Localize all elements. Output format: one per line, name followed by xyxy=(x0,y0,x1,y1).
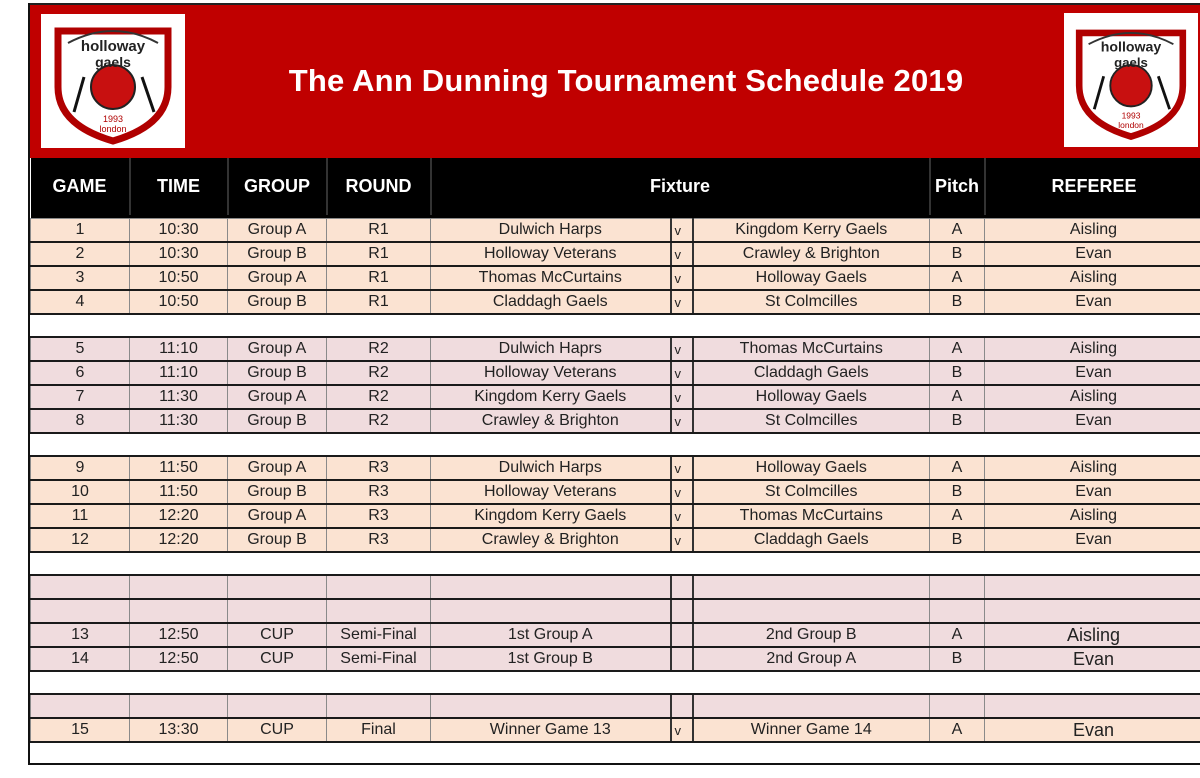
club-logo-left xyxy=(41,14,185,148)
cell-referee: Aisling xyxy=(985,456,1200,480)
empty-cell xyxy=(431,599,671,623)
cell-away: Holloway Gaels xyxy=(693,456,930,480)
cell-game: 1 xyxy=(31,219,130,243)
empty-cell xyxy=(228,599,327,623)
table-row xyxy=(31,409,1200,433)
club-logo-right xyxy=(1064,13,1198,147)
cell-referee: Aisling xyxy=(985,219,1200,243)
cell-v: v xyxy=(671,290,693,314)
header-referee: REFEREE xyxy=(985,158,1200,215)
empty-cell xyxy=(31,599,130,623)
header-row xyxy=(31,158,1200,215)
table-row xyxy=(31,456,1200,480)
cell-home: Crawley & Brighton xyxy=(431,528,671,552)
svg-text:london: london xyxy=(99,124,127,134)
empty-cell xyxy=(431,694,671,718)
cell-time: 11:30 xyxy=(130,409,228,433)
cell-referee: Aisling xyxy=(985,266,1200,290)
empty-cell xyxy=(985,694,1200,718)
cell-group: Group B xyxy=(228,480,327,504)
spacer-row xyxy=(31,552,1200,575)
cell-pitch: A xyxy=(930,718,985,742)
cell-home: Dulwich Haprs xyxy=(431,337,671,361)
table-row xyxy=(31,290,1200,314)
svg-text:london: london xyxy=(1118,120,1144,131)
cell-pitch: A xyxy=(930,623,985,647)
empty-cell xyxy=(930,599,985,623)
cell-round: R2 xyxy=(327,409,431,433)
cell-time: 13:30 xyxy=(130,718,228,742)
cell-time: 11:30 xyxy=(130,385,228,409)
cell-home: Kingdom Kerry Gaels xyxy=(431,385,671,409)
cell-v: v xyxy=(671,718,693,742)
cell-away: Thomas McCurtains xyxy=(693,337,930,361)
cell-referee: Evan xyxy=(985,528,1200,552)
cell-round: R3 xyxy=(327,480,431,504)
cell-pitch: B xyxy=(930,242,985,266)
spacer-row xyxy=(31,314,1200,337)
cell-away: 2nd Group B xyxy=(693,623,930,647)
cell-referee: Aisling xyxy=(985,504,1200,528)
cell-round: R1 xyxy=(327,266,431,290)
cell-game: 10 xyxy=(31,480,130,504)
cell-home: 1st Group A xyxy=(431,623,671,647)
spacer-row xyxy=(31,433,1200,456)
spacer-cell xyxy=(31,433,1200,456)
cell-time: 11:10 xyxy=(130,337,228,361)
header-round: ROUND xyxy=(327,158,431,215)
table-row xyxy=(31,718,1200,742)
empty-cell xyxy=(671,599,693,623)
cell-round: R3 xyxy=(327,456,431,480)
cell-v xyxy=(671,647,693,671)
cell-time: 12:50 xyxy=(130,647,228,671)
cell-round: R1 xyxy=(327,219,431,243)
empty-cell xyxy=(693,599,930,623)
empty-row xyxy=(31,694,1200,718)
empty-cell xyxy=(327,599,431,623)
header-game: GAME xyxy=(31,158,130,215)
cell-group: Group B xyxy=(228,361,327,385)
table-row xyxy=(31,242,1200,266)
cell-time: 12:20 xyxy=(130,504,228,528)
empty-cell xyxy=(31,575,130,599)
cell-v: v xyxy=(671,528,693,552)
cell-v: v xyxy=(671,266,693,290)
cell-game: 13 xyxy=(31,623,130,647)
cell-pitch: A xyxy=(930,337,985,361)
table-row xyxy=(31,337,1200,361)
cell-group: Group A xyxy=(228,337,327,361)
cell-v: v xyxy=(671,337,693,361)
cell-round: R2 xyxy=(327,361,431,385)
spacer-cell xyxy=(31,314,1200,337)
cell-group: Group B xyxy=(228,242,327,266)
schedule-sheet xyxy=(28,3,1200,765)
empty-cell xyxy=(31,694,130,718)
cell-pitch: A xyxy=(930,266,985,290)
cell-game: 14 xyxy=(31,647,130,671)
cell-pitch: A xyxy=(930,504,985,528)
cell-time: 11:10 xyxy=(130,361,228,385)
empty-cell xyxy=(228,575,327,599)
cell-time: 11:50 xyxy=(130,456,228,480)
cell-home: Kingdom Kerry Gaels xyxy=(431,504,671,528)
cell-game: 8 xyxy=(31,409,130,433)
cell-away: Kingdom Kerry Gaels xyxy=(693,219,930,243)
svg-text:holloway: holloway xyxy=(1100,38,1162,55)
cell-round: Final xyxy=(327,718,431,742)
cell-away: Claddagh Gaels xyxy=(693,361,930,385)
cell-group: CUP xyxy=(228,718,327,742)
cell-group: Group A xyxy=(228,266,327,290)
cell-game: 4 xyxy=(31,290,130,314)
cell-round: Semi-Final xyxy=(327,647,431,671)
cell-home: Holloway Veterans xyxy=(431,480,671,504)
cell-pitch: A xyxy=(930,219,985,243)
cell-time: 11:50 xyxy=(130,480,228,504)
cell-away: Holloway Gaels xyxy=(693,385,930,409)
cell-away: Claddagh Gaels xyxy=(693,528,930,552)
cell-away: Crawley & Brighton xyxy=(693,242,930,266)
cell-referee: Evan xyxy=(985,361,1200,385)
schedule-rows xyxy=(31,215,1200,742)
cell-group: Group A xyxy=(228,456,327,480)
empty-cell xyxy=(930,575,985,599)
empty-cell xyxy=(431,575,671,599)
cell-round: Semi-Final xyxy=(327,623,431,647)
cell-round: R3 xyxy=(327,504,431,528)
table-row xyxy=(31,480,1200,504)
cell-referee: Evan xyxy=(985,718,1200,742)
cell-game: 6 xyxy=(31,361,130,385)
cell-time: 12:20 xyxy=(130,528,228,552)
cell-game: 15 xyxy=(31,718,130,742)
empty-cell xyxy=(130,599,228,623)
cell-group: Group A xyxy=(228,504,327,528)
cell-v: v xyxy=(671,242,693,266)
cell-game: 9 xyxy=(31,456,130,480)
cell-v: v xyxy=(671,361,693,385)
empty-cell xyxy=(930,694,985,718)
spacer-cell xyxy=(31,552,1200,575)
cell-home: Winner Game 13 xyxy=(431,718,671,742)
cell-v: v xyxy=(671,480,693,504)
cell-home: Claddagh Gaels xyxy=(431,290,671,314)
empty-row xyxy=(31,599,1200,623)
schedule-table-wrapper xyxy=(30,158,1200,743)
title-banner xyxy=(30,3,1200,158)
table-row xyxy=(31,528,1200,552)
cell-home: Crawley & Brighton xyxy=(431,409,671,433)
cell-away: St Colmcilles xyxy=(693,409,930,433)
svg-text:holloway: holloway xyxy=(80,38,146,55)
cell-game: 2 xyxy=(31,242,130,266)
spacer-cell xyxy=(31,671,1200,694)
empty-cell xyxy=(693,575,930,599)
cell-away: Holloway Gaels xyxy=(693,266,930,290)
cell-referee: Evan xyxy=(985,480,1200,504)
schedule-table xyxy=(30,158,1200,743)
cell-game: 5 xyxy=(31,337,130,361)
cell-group: Group A xyxy=(228,219,327,243)
page-title: The Ann Dunning Tournament Schedule 2019 xyxy=(288,63,964,98)
svg-text:1993: 1993 xyxy=(102,114,124,124)
table-row xyxy=(31,623,1200,647)
cell-home: 1st Group B xyxy=(431,647,671,671)
cell-v: v xyxy=(671,385,693,409)
cell-pitch: B xyxy=(930,647,985,671)
cell-referee: Aisling xyxy=(985,623,1200,647)
table-row xyxy=(31,385,1200,409)
cell-away: St Colmcilles xyxy=(693,290,930,314)
cell-v xyxy=(671,623,693,647)
cell-group: Group B xyxy=(228,528,327,552)
table-row xyxy=(31,647,1200,671)
cell-round: R2 xyxy=(327,385,431,409)
cell-game: 7 xyxy=(31,385,130,409)
cell-round: R1 xyxy=(327,242,431,266)
cell-group: Group A xyxy=(228,385,327,409)
cell-pitch: B xyxy=(930,290,985,314)
empty-cell xyxy=(327,694,431,718)
cell-pitch: A xyxy=(930,385,985,409)
cell-pitch: B xyxy=(930,361,985,385)
table-row xyxy=(31,504,1200,528)
cell-game: 3 xyxy=(31,266,130,290)
cell-v: v xyxy=(671,456,693,480)
cell-pitch: A xyxy=(930,456,985,480)
cell-game: 12 xyxy=(31,528,130,552)
cell-round: R3 xyxy=(327,528,431,552)
empty-cell xyxy=(985,575,1200,599)
empty-cell xyxy=(130,694,228,718)
cell-group: CUP xyxy=(228,623,327,647)
cell-time: 10:50 xyxy=(130,290,228,314)
table-row xyxy=(31,266,1200,290)
cell-home: Holloway Veterans xyxy=(431,242,671,266)
empty-cell xyxy=(327,575,431,599)
empty-cell xyxy=(228,694,327,718)
header-pitch: Pitch xyxy=(930,158,985,215)
cell-game: 11 xyxy=(31,504,130,528)
cell-round: R2 xyxy=(327,337,431,361)
cell-pitch: B xyxy=(930,528,985,552)
header-fixture: Fixture xyxy=(431,158,930,215)
cell-referee: Evan xyxy=(985,290,1200,314)
svg-text:gaels: gaels xyxy=(95,54,131,70)
table-row xyxy=(31,361,1200,385)
header-group: GROUP xyxy=(228,158,327,215)
cell-away: Winner Game 14 xyxy=(693,718,930,742)
svg-text:1993: 1993 xyxy=(1121,110,1141,121)
cell-away: St Colmcilles xyxy=(693,480,930,504)
empty-cell xyxy=(985,599,1200,623)
cell-away: Thomas McCurtains xyxy=(693,504,930,528)
cell-home: Dulwich Harps xyxy=(431,219,671,243)
cell-referee: Evan xyxy=(985,409,1200,433)
cell-pitch: B xyxy=(930,480,985,504)
cell-referee: Aisling xyxy=(985,385,1200,409)
cell-group: CUP xyxy=(228,647,327,671)
cell-v: v xyxy=(671,504,693,528)
cell-group: Group B xyxy=(228,409,327,433)
cell-home: Dulwich Harps xyxy=(431,456,671,480)
cell-group: Group B xyxy=(228,290,327,314)
cell-referee: Aisling xyxy=(985,337,1200,361)
cell-v: v xyxy=(671,219,693,243)
cell-time: 10:30 xyxy=(130,219,228,243)
cell-v: v xyxy=(671,409,693,433)
cell-pitch: B xyxy=(930,409,985,433)
empty-cell xyxy=(671,694,693,718)
cell-time: 12:50 xyxy=(130,623,228,647)
cell-referee: Evan xyxy=(985,242,1200,266)
cell-time: 10:30 xyxy=(130,242,228,266)
empty-cell xyxy=(693,694,930,718)
empty-cell xyxy=(130,575,228,599)
table-row xyxy=(31,219,1200,243)
cell-away: 2nd Group A xyxy=(693,647,930,671)
cell-referee: Evan xyxy=(985,647,1200,671)
cell-time: 10:50 xyxy=(130,266,228,290)
cell-home: Thomas McCurtains xyxy=(431,266,671,290)
empty-cell xyxy=(671,575,693,599)
spacer-row xyxy=(31,671,1200,694)
cell-home: Holloway Veterans xyxy=(431,361,671,385)
cell-round: R1 xyxy=(327,290,431,314)
empty-row xyxy=(31,575,1200,599)
svg-text:gaels: gaels xyxy=(1114,54,1148,70)
header-time: TIME xyxy=(130,158,228,215)
